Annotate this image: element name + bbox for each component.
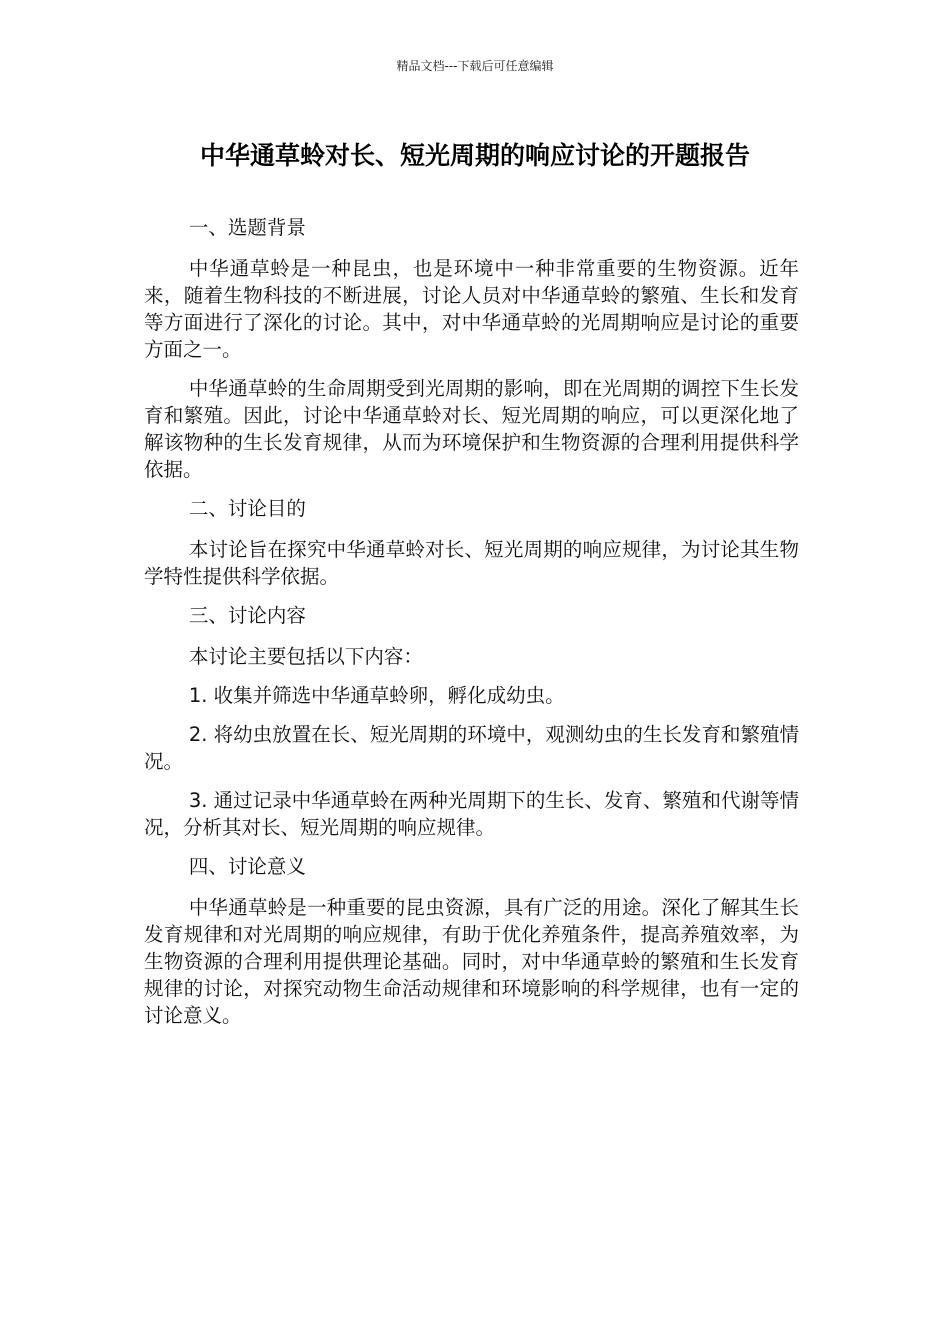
list-item-2: 2. 将幼虫放置在长、短光周期的环境中，观测幼虫的生长发育和繁殖情况。 bbox=[144, 723, 799, 773]
section-heading-purpose: 二、讨论目的 bbox=[188, 497, 306, 520]
document-body bbox=[144, 214, 799, 1041]
page-header: 精品文档---下载后可任意编辑 bbox=[396, 59, 554, 73]
section-heading-background: 一、选题背景 bbox=[188, 216, 306, 239]
section-heading-significance: 四、讨论意义 bbox=[188, 855, 306, 878]
paragraph-background-1: 中华通草蛉是一种昆虫，也是环境中一种非常重要的生物资源。近年来，随着生物科技的不断进展，讨论人员对中华通草蛉的繁殖、生长和发育等方面进行了深化的讨论。其中，对中华通草蛉的光周期响应是讨论的重要方面之一。 bbox=[144, 257, 799, 361]
list-item-1: 1. 收集并筛选中华通草蛉卵，孵化成幼虫。 bbox=[188, 684, 565, 707]
document-title: 中华通草蛉对长、短光周期的响应讨论的开题报告 bbox=[199, 141, 750, 170]
paragraph-background-2: 中华通草蛉的生命周期受到光周期的影响，即在光周期的调控下生长发育和繁殖。因此，讨论中华通草蛉对长、短光周期的响应，可以更深化地了解该物种的生长发育规律，从而为环境保护和生物资源的合理利用提供科学依据。 bbox=[144, 377, 799, 481]
paragraph-purpose: 本讨论旨在探究中华通草蛉对长、短光周期的响应规律，为讨论其生物学特性提供科学依据。 bbox=[144, 538, 799, 588]
list-item-3: 3. 通过记录中华通草蛉在两种光周期下的生长、发育、繁殖和代谢等情况，分析其对长、短光周期的响应规律。 bbox=[144, 789, 799, 839]
section-heading-content: 三、讨论内容 bbox=[188, 604, 306, 627]
paragraph-content-intro: 本讨论主要包括以下内容： bbox=[188, 645, 423, 668]
paragraph-significance: 中华通草蛉是一种重要的昆虫资源，具有广泛的用途。深化了解其生长发育规律和对光周期的响应规律，有助于优化养殖条件，提高养殖效率，为生物资源的合理利用提供理论基础。同时，对中华通草蛉的繁殖和生长发育规律的讨论，对探究动物生命活动规律和环境影响的科学规律，也有一定的讨论意义。 bbox=[144, 896, 799, 1027]
